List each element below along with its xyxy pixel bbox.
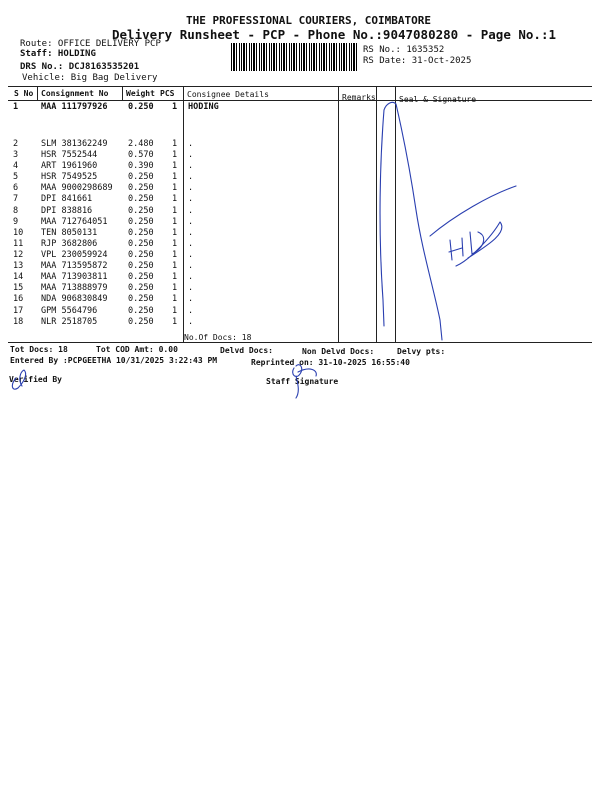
row-consignee: . [188,306,194,316]
delvy-pts: Delvy pts: [397,347,446,356]
table-row [0,139,600,150]
row-sno: 4 [13,161,19,171]
row-consignment-no: MAA 111797926 [41,102,108,112]
row-weight: 0.250 [128,283,154,293]
row-sno: 1 [13,102,19,112]
row-sno: 5 [13,172,19,182]
row-pcs: 1 [172,294,178,304]
row-pcs: 1 [172,150,178,160]
col-header-sno: S No [14,89,34,98]
verified-by: Verified By [9,375,62,384]
table-row [0,102,600,113]
row-sno: 9 [13,217,19,227]
tot-cod-amt: Tot COD Amt: 0.00 [96,345,178,354]
row-sno: 7 [13,194,19,204]
staff-label: Staff: HOLDING [20,49,96,59]
table-row [0,283,600,294]
row-sno: 13 [13,261,24,271]
row-consignee: . [188,172,194,182]
table-row [0,317,600,328]
col-header-weight: Weight [126,89,155,98]
delvd-docs: Delvd Docs: [220,346,273,355]
col-header-consignment: Consignment No [41,89,109,98]
table-top-border [8,86,592,87]
entered-by: Entered By :PCPGEETHA 10/31/2025 3:22:43 PM [10,356,218,365]
col-divider [37,86,38,100]
col-header-seal: Seal & Signature [399,95,477,104]
row-weight: 0.250 [128,306,154,316]
row-weight: 0.250 [128,172,154,182]
row-pcs: 1 [172,102,178,112]
row-consignment-no: TEN 8050131 [41,228,98,238]
rs-number: RS No.: 1635352 [363,45,445,55]
row-weight: 0.250 [128,194,154,204]
row-consignment-no: MAA 713888979 [41,283,108,293]
row-weight: 0.250 [128,250,154,260]
row-pcs: 1 [172,239,178,249]
company-name: THE PROFESSIONAL COURIERS, COIMBATORE [186,14,432,27]
row-weight: 0.250 [128,317,154,327]
row-consignee: HODING [188,102,219,112]
table-row [0,272,600,283]
non-delvd-docs: Non Delvd Docs: [302,347,375,356]
row-consignee: . [188,283,194,293]
table-row [0,261,600,272]
col-divider [122,86,123,100]
row-sno: 8 [13,206,19,216]
row-consignee: . [188,161,194,171]
col-header-pcs: PCS [160,89,175,98]
row-consignment-no: DPI 838816 [41,206,93,216]
row-consignment-no: HSR 7549525 [41,172,98,182]
table-row [0,294,600,305]
row-consignment-no: RJP 3682806 [41,239,98,249]
row-consignment-no: NDA 906830849 [41,294,108,304]
row-sno: 14 [13,272,24,282]
runsheet-title: Delivery Runsheet - PCP - Phone No.:9047080280 - Page No.:1 [112,27,557,42]
row-consignee: . [188,206,194,216]
row-consignee: . [188,217,194,227]
tot-docs: Tot Docs: 18 [10,345,68,354]
row-consignee: . [188,261,194,271]
row-weight: 0.250 [128,102,154,112]
table-row [0,250,600,261]
row-pcs: 1 [172,228,178,238]
barcode-image [231,43,359,71]
col-header-consignee: Consignee Details [187,90,269,99]
row-consignment-no: DPI 841661 [41,194,93,204]
row-sno: 15 [13,283,24,293]
row-consignee: . [188,183,194,193]
row-consignment-no: HSR 7552544 [41,150,98,160]
row-weight: 0.250 [128,228,154,238]
row-consignment-no: NLR 2518705 [41,317,98,327]
row-weight: 0.250 [128,206,154,216]
row-consignment-no: MAA 713595872 [41,261,108,271]
row-consignment-no: MAA 9000298689 [41,183,113,193]
row-pcs: 1 [172,261,178,271]
vehicle-label: Vehicle: Big Bag Delivery [22,73,158,83]
row-consignee: . [188,294,194,304]
row-weight: 0.570 [128,150,154,160]
row-consignee: . [188,228,194,238]
table-row [0,150,600,161]
row-sno: 16 [13,294,24,304]
row-sno: 11 [13,239,24,249]
row-pcs: 1 [172,217,178,227]
row-consignment-no: MAA 712764051 [41,217,108,227]
row-pcs: 1 [172,206,178,216]
table-bottom-border [8,342,592,343]
row-pcs: 1 [172,272,178,282]
row-consignee: . [188,272,194,282]
col-header-remarks: Remarks [342,93,376,102]
row-sno: 10 [13,228,24,238]
row-sno: 17 [13,306,24,316]
table-row [0,306,600,317]
rs-date: RS Date: 31-Oct-2025 [363,56,472,66]
row-pcs: 1 [172,306,178,316]
row-weight: 0.250 [128,217,154,227]
row-consignee: . [188,250,194,260]
row-pcs: 1 [172,194,178,204]
table-header-border [8,100,592,101]
row-weight: 0.390 [128,161,154,171]
staff-signature: Staff Signature [266,377,339,386]
row-pcs: 1 [172,283,178,293]
row-weight: 0.250 [128,272,154,282]
row-weight: 0.250 [128,239,154,249]
no-of-docs: No.Of Docs: 18 [184,333,252,342]
row-sno: 6 [13,183,19,193]
row-consignment-no: GPM 5564796 [41,306,98,316]
row-sno: 2 [13,139,19,149]
row-pcs: 1 [172,250,178,260]
row-consignee: . [188,317,194,327]
drs-number: DRS No.: DCJ8163535201 [20,62,140,72]
row-weight: 0.250 [128,261,154,271]
table-row [0,228,600,239]
table-row [0,194,600,205]
row-weight: 0.250 [128,294,154,304]
reprinted-on: Reprinted on: 31-10-2025 16:55:40 [251,358,410,367]
table-row [0,183,600,194]
row-consignment-no: VPL 230059924 [41,250,108,260]
row-pcs: 1 [172,139,178,149]
row-consignee: . [188,150,194,160]
table-row [0,172,600,183]
table-row [0,206,600,217]
row-pcs: 1 [172,161,178,171]
row-sno: 18 [13,317,24,327]
table-row [0,161,600,172]
row-weight: 0.250 [128,183,154,193]
row-sno: 3 [13,150,19,160]
row-consignment-no: SLM 381362249 [41,139,108,149]
row-consignee: . [188,194,194,204]
row-pcs: 1 [172,317,178,327]
table-row [0,217,600,228]
row-consignment-no: MAA 713903811 [41,272,108,282]
route-label: Route: OFFICE DELIVERY PCP [20,39,161,49]
row-pcs: 1 [172,183,178,193]
row-consignee: . [188,239,194,249]
row-weight: 2.480 [128,139,154,149]
row-consignment-no: ART 1961960 [41,161,98,171]
table-row [0,239,600,250]
row-pcs: 1 [172,172,178,182]
row-consignee: . [188,139,194,149]
row-sno: 12 [13,250,24,260]
